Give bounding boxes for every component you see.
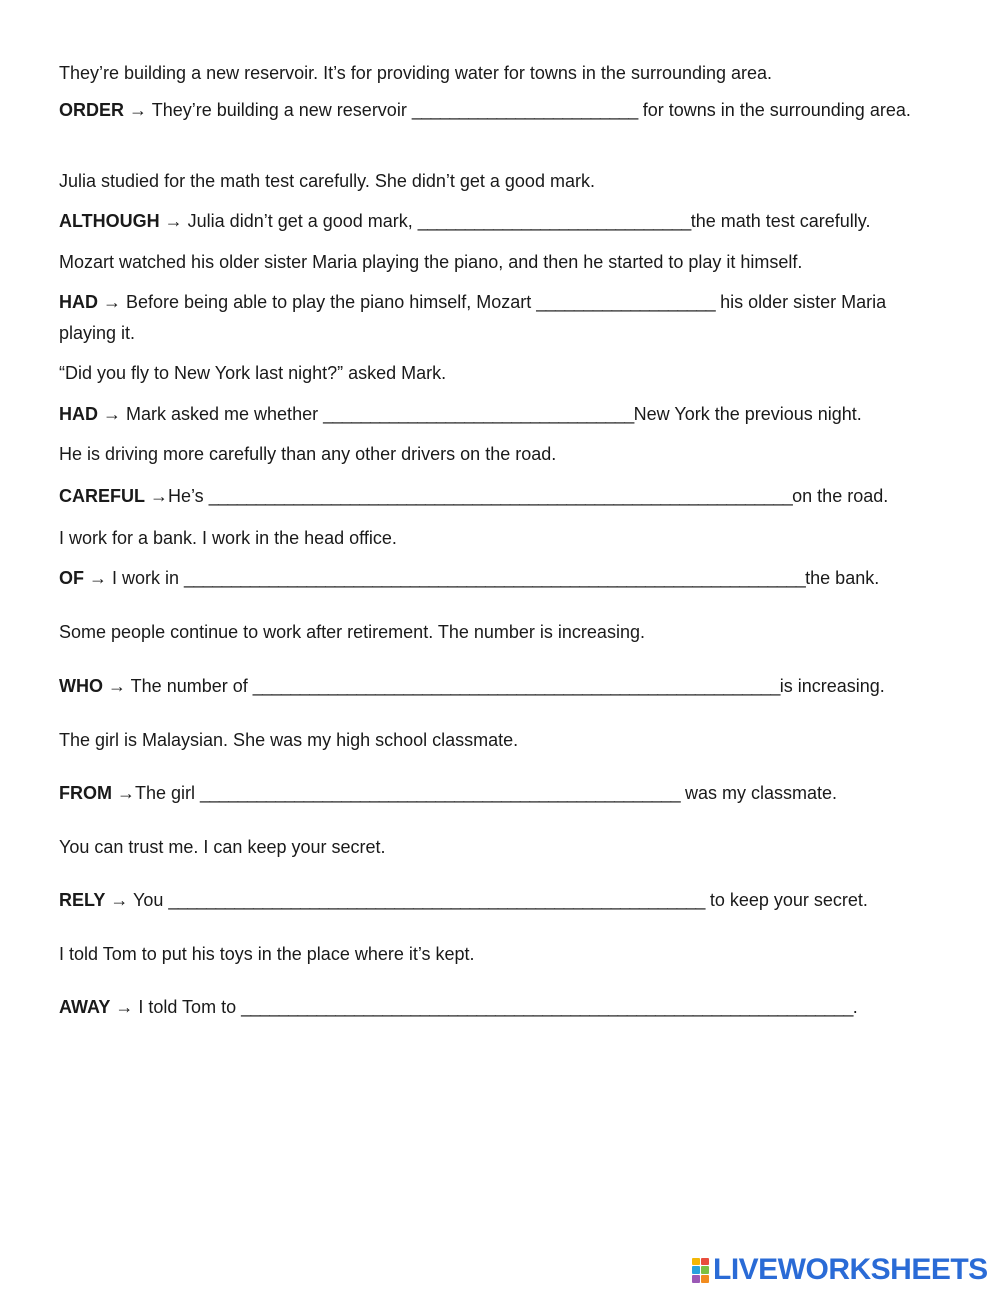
sentence-9: You can trust me. I can keep your secret. <box>59 837 386 857</box>
prompt-end-7: is increasing. <box>779 676 885 696</box>
answer-blank-1[interactable]: ________________________ <box>411 100 638 120</box>
sentence-6: I work for a bank. I work in the head office. <box>59 528 397 548</box>
rewrite-1 <box>59 95 949 126</box>
answer-blank-10[interactable]: _________________________________________________________________ <box>241 997 853 1017</box>
rewrite-9 <box>59 885 868 916</box>
rewrite-8 <box>59 778 837 809</box>
sentence-8: The girl is Malaysian. She was my high school classmate. <box>59 730 519 750</box>
keyword-8: FROM <box>59 783 112 803</box>
brand-name: LIVEWORKSHEETS <box>713 1253 988 1286</box>
sentence-10: I told Tom to put his toys in the place where it’s kept. <box>59 944 475 964</box>
prompt-end-2: the math test carefully. <box>690 211 871 231</box>
keyword-9: RELY <box>59 890 106 910</box>
sentence-2: Julia studied for the math test carefully. She didn’t get a good mark. <box>59 171 595 191</box>
keyword-7: WHO <box>59 676 103 696</box>
keyword-6: OF <box>59 568 84 588</box>
prompt-end-1: for towns in the surrounding area. <box>637 100 911 120</box>
prompt-10: → I told Tom to <box>110 997 242 1017</box>
prompt-1: → They’re building a new reservoir <box>124 100 412 120</box>
keyword-4: HAD <box>59 404 98 424</box>
keyword-10: AWAY <box>59 997 111 1017</box>
keyword-1: ORDER <box>59 100 125 120</box>
prompt-end-5: on the road. <box>792 486 889 506</box>
answer-blank-2[interactable]: _____________________________ <box>417 211 691 231</box>
prompt-5: →He’s <box>145 486 209 506</box>
prompt-end-4: New York the previous night. <box>633 404 862 424</box>
prompt-end-3: his older sister Maria playing it. <box>59 292 887 343</box>
keyword-5: CAREFUL <box>59 486 145 506</box>
sentence-5: He is driving more carefully than any other drivers on the road. <box>59 444 557 464</box>
liveworksheets-logo <box>691 1253 988 1287</box>
prompt-2: → Julia didn’t get a good mark, <box>159 211 418 231</box>
rewrite-6 <box>59 563 879 594</box>
sentence-1: They’re building a new reservoir. It’s for providing water for towns in the surrounding area. <box>59 63 773 83</box>
prompt-8: →The girl <box>112 783 201 803</box>
answer-blank-8[interactable]: ___________________________________________________ <box>200 783 680 803</box>
answer-blank-4[interactable]: _________________________________ <box>323 404 634 424</box>
rewrite-10 <box>59 992 858 1023</box>
rewrite-3 <box>59 287 919 349</box>
prompt-3: → Before being able to play the piano himself, Mozart <box>98 292 537 312</box>
answer-blank-3[interactable]: ___________________ <box>536 292 716 312</box>
prompt-6: → I work in <box>84 568 185 588</box>
rewrite-4 <box>59 399 862 430</box>
answer-blank-5[interactable]: ______________________________________________________________ <box>208 486 793 506</box>
keyword-3: HAD <box>59 292 98 312</box>
sentence-4: “Did you fly to New York last night?” asked Mark. <box>59 363 447 383</box>
prompt-end-8: was my classmate. <box>679 783 838 803</box>
prompt-9: → You <box>105 890 169 910</box>
answer-blank-9[interactable]: _________________________________________________________ <box>168 890 705 910</box>
prompt-end-10: . <box>852 997 858 1017</box>
answer-blank-7[interactable]: ________________________________________________________ <box>252 676 780 696</box>
keyword-2: ALTHOUGH <box>59 211 160 231</box>
rewrite-2 <box>59 206 870 237</box>
liveworksheets-logo-icon <box>691 1257 709 1283</box>
rewrite-7 <box>59 671 885 702</box>
prompt-4: → Mark asked me whether <box>98 404 324 424</box>
prompt-end-9: to keep your secret. <box>704 890 868 910</box>
prompt-end-6: the bank. <box>805 568 880 588</box>
prompt-7: → The number of <box>103 676 253 696</box>
sentence-7: Some people continue to work after retirement. The number is increasing. <box>59 622 645 642</box>
sentence-3: Mozart watched his older sister Maria playing the piano, and then he started to play it himself. <box>59 252 803 272</box>
rewrite-5 <box>59 481 888 512</box>
answer-blank-6[interactable]: __________________________________________________________________ <box>184 568 806 588</box>
